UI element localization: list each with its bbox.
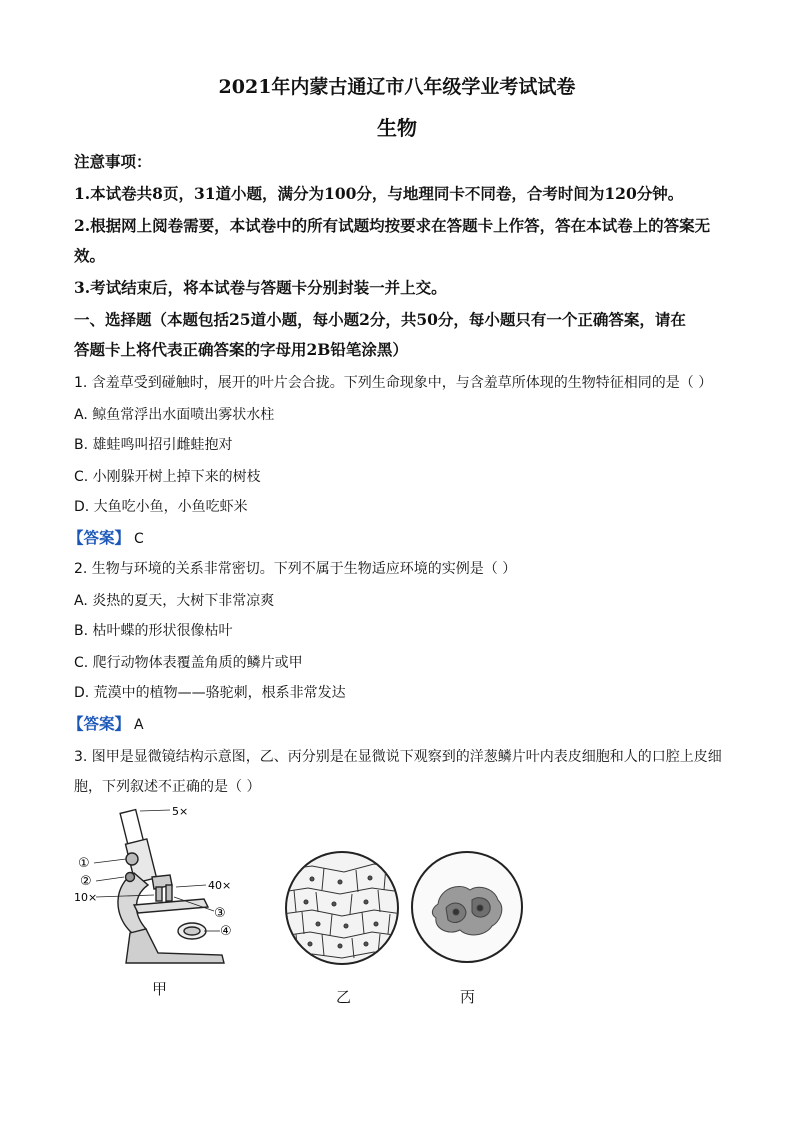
cheek-cells-figure bbox=[408, 848, 526, 966]
notes-heading: 注意事项： bbox=[74, 152, 152, 171]
coarse-focus-knob bbox=[126, 853, 138, 865]
part-label-2: ② bbox=[80, 874, 92, 889]
question-1-stem: 1. 含羞草受到碰触时，展开的叶片会合拢。下列生命现象中，与含羞草所体现的生物特征相同的是（ ） bbox=[74, 375, 713, 391]
note-item-1: 1.本试卷共8页，31道小题，满分为100分，与地理同卡不同卷，合考时间为120分钟。 bbox=[74, 184, 684, 203]
part-label-3: ③ bbox=[214, 906, 226, 921]
note-item-3: 3.考试结束后，将本试卷与答题卡分别封装一并上交。 bbox=[74, 278, 447, 297]
onion-cells-figure bbox=[282, 848, 402, 968]
eyepiece-magnification-label: 5× bbox=[172, 805, 189, 818]
question-2-option-a: A. 炎热的夏天，大树下非常凉爽 bbox=[74, 593, 275, 609]
question-3-stem-line1: 3. 图甲是显微镜结构示意图，乙、丙分别是在显微说下观察到的洋葱鳞片叶内表皮细胞和人的口腔上皮细 bbox=[74, 749, 722, 765]
objective-lens-high bbox=[166, 885, 172, 901]
note-item-2: 2.根据网上阅卷需要，本试卷中的所有试题均按要求在答题卡上作答，答在本试卷上的答案无 bbox=[74, 216, 711, 235]
answer-label: 【答案】 bbox=[68, 528, 131, 547]
exam-title: 2021年内蒙古通辽市八年级学业考试试卷 bbox=[218, 76, 576, 98]
figure-caption-yi: 乙 bbox=[336, 988, 352, 1006]
answer-value: C bbox=[134, 531, 144, 547]
microscope-base bbox=[126, 929, 224, 963]
question-1-answer bbox=[68, 526, 728, 548]
section-heading-line1: 一、选择题（本题包括25道小题，每小题2分，共50分，每小题只有一个正确答案，请在 bbox=[74, 310, 686, 329]
question-2-stem: 2. 生物与环境的关系非常密切。下列不属于生物适应环境的实例是（ ） bbox=[74, 561, 517, 577]
answer-label: 【答案】 bbox=[68, 714, 131, 733]
cheek-epithelial-cells bbox=[432, 886, 501, 934]
figure-caption-bing: 丙 bbox=[460, 988, 476, 1006]
section-heading-line2: 答题卡上将代表正确答案的字母用2B铅笔涂黑） bbox=[74, 340, 408, 359]
question-1-option-a: A. 鲸鱼常浮出水面喷出雾状水柱 bbox=[74, 407, 275, 423]
question-3-stem-line2: 胞，下列叙述不正确的是（ ） bbox=[74, 779, 261, 795]
fine-focus-knob bbox=[126, 873, 135, 882]
objective-lens-low bbox=[156, 887, 162, 901]
objective-high-label: 40× bbox=[208, 879, 232, 892]
question-1-option-b: B. 雄蛙鸣叫招引雌蛙抱对 bbox=[74, 437, 233, 453]
objective-low-label: 10× bbox=[74, 891, 98, 904]
question-2-option-c: C. 爬行动物体表覆盖角质的鳞片或甲 bbox=[74, 655, 303, 671]
part-label-4: ④ bbox=[220, 924, 232, 939]
microscope-arm bbox=[118, 873, 148, 933]
answer-value: A bbox=[134, 717, 144, 733]
subject-title: 生物 bbox=[377, 116, 417, 140]
question-2-option-d: D. 荒漠中的植物——骆驼刺，根系非常发达 bbox=[74, 685, 346, 701]
part-label-1: ① bbox=[78, 856, 90, 871]
question-1-option-d: D. 大鱼吃小鱼，小鱼吃虾米 bbox=[74, 499, 248, 515]
figure-caption-jia: 甲 bbox=[152, 980, 168, 998]
question-2-option-b: B. 枯叶蝶的形状很像枯叶 bbox=[74, 623, 233, 639]
note-item-2-cont: 效。 bbox=[74, 246, 106, 265]
question-2-answer bbox=[68, 712, 728, 734]
microscope-figure bbox=[74, 805, 250, 970]
question-1-option-c: C. 小刚躲开树上掉下来的树枝 bbox=[74, 469, 261, 485]
